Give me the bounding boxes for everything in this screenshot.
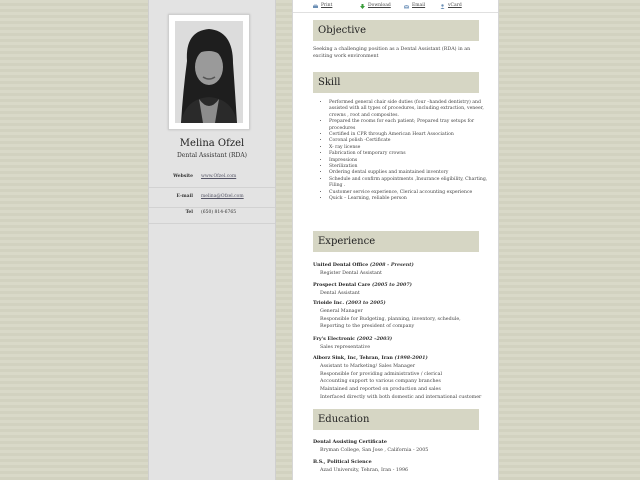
profile-name: Melina Ofzel <box>179 138 245 149</box>
contact-label: E-mail <box>176 194 193 199</box>
profile-role: Dental Assistant (RDA) <box>176 152 248 159</box>
list-item: • Quick – Learning, reliable person <box>329 196 489 202</box>
download-icon <box>360 4 365 9</box>
list-item: • Performed general chair side duties (four –handed dentistry) and assisted with all types of procedures, including extraction, veneer, crowns , root and composites. <box>329 100 489 119</box>
print-button[interactable]: Print <box>313 3 332 9</box>
contact-label: Tel <box>185 210 193 215</box>
list-item: • X- ray license <box>329 145 489 151</box>
job-entry: Fry's Electronic (2002 –2003) Sales representative <box>313 336 393 350</box>
vcard-button[interactable]: vCard <box>440 3 462 9</box>
list-item: • Ordering dental supplies and maintained inventory <box>329 170 489 176</box>
tel-value: (650) 814-6765 <box>201 210 237 215</box>
job-entry: United Dental Office (2008 - Present) Register Dental Assistant <box>313 262 414 276</box>
objective-text: Seeking a challenging position as a Dental Assistant (RDA) in an exciting work environment <box>313 47 471 59</box>
vcard-icon <box>440 4 445 9</box>
list-item: • Coronal polish -Certificate <box>329 138 489 144</box>
email-button[interactable]: Email <box>404 3 425 9</box>
education-entry: Dental Assisting Certificate Bryman College, San Jose , California - 2005 <box>313 439 429 453</box>
list-item: • Impressions <box>329 158 489 164</box>
contact-row-website <box>149 167 275 188</box>
list-item: • Sterilization <box>329 164 489 170</box>
education-entry: B.S., Political Science Azad University, Tehran, Iran - 1996 <box>313 459 409 473</box>
job-entry: Prospect Dental Care (2005 to 2007) Dental Assistant <box>313 282 412 296</box>
list-item: • Fabrication of temporary crowns <box>329 151 489 157</box>
skill-heading: Skill <box>313 72 479 93</box>
experience-heading: Experience <box>313 231 479 252</box>
list-item: • Prepared the rooms for each patient; Prepared tray setups for procedures <box>329 119 489 132</box>
contact-label: Website <box>173 174 193 179</box>
list-item: • Customer service experience, Clerical accounting experience <box>329 190 489 196</box>
website-link[interactable]: www.Ofzel.com <box>201 174 237 179</box>
profile-photo <box>175 21 243 123</box>
education-heading: Education <box>313 409 479 430</box>
skill-list <box>313 100 489 203</box>
email-link[interactable]: melina@Ofzel.com <box>201 194 244 199</box>
objective-heading: Objective <box>313 20 479 41</box>
job-entry: Alborz Sink, Inc, Tehran, Iran (1998-2001) Assistant to Marketing/ Sales Manager Responsible for providing administrative / clerical Accounting support to various company branches Maintained and reported on production and sales Interfaced directly with both domestic and international customer <box>313 355 482 400</box>
list-item: • Certified in CPR through American Heart Association <box>329 132 489 138</box>
download-button[interactable]: Download <box>360 3 391 9</box>
profile-sidebar <box>148 0 276 480</box>
email-icon <box>404 4 409 9</box>
job-entry: Trioide Inc. (2003 to 2005) General Manager Responsible for Budgeting, planning, inventory, schedule, Reporting to the president of company <box>313 300 461 330</box>
resume-toolbar <box>293 0 498 13</box>
resume-main <box>292 0 499 480</box>
list-item: • Schedule and confirm appointments ,Insurance eligibility, Charting, Filing . <box>329 177 489 190</box>
profile-photo-frame <box>168 14 250 130</box>
contact-row-tel <box>149 203 275 224</box>
print-icon <box>313 4 318 9</box>
